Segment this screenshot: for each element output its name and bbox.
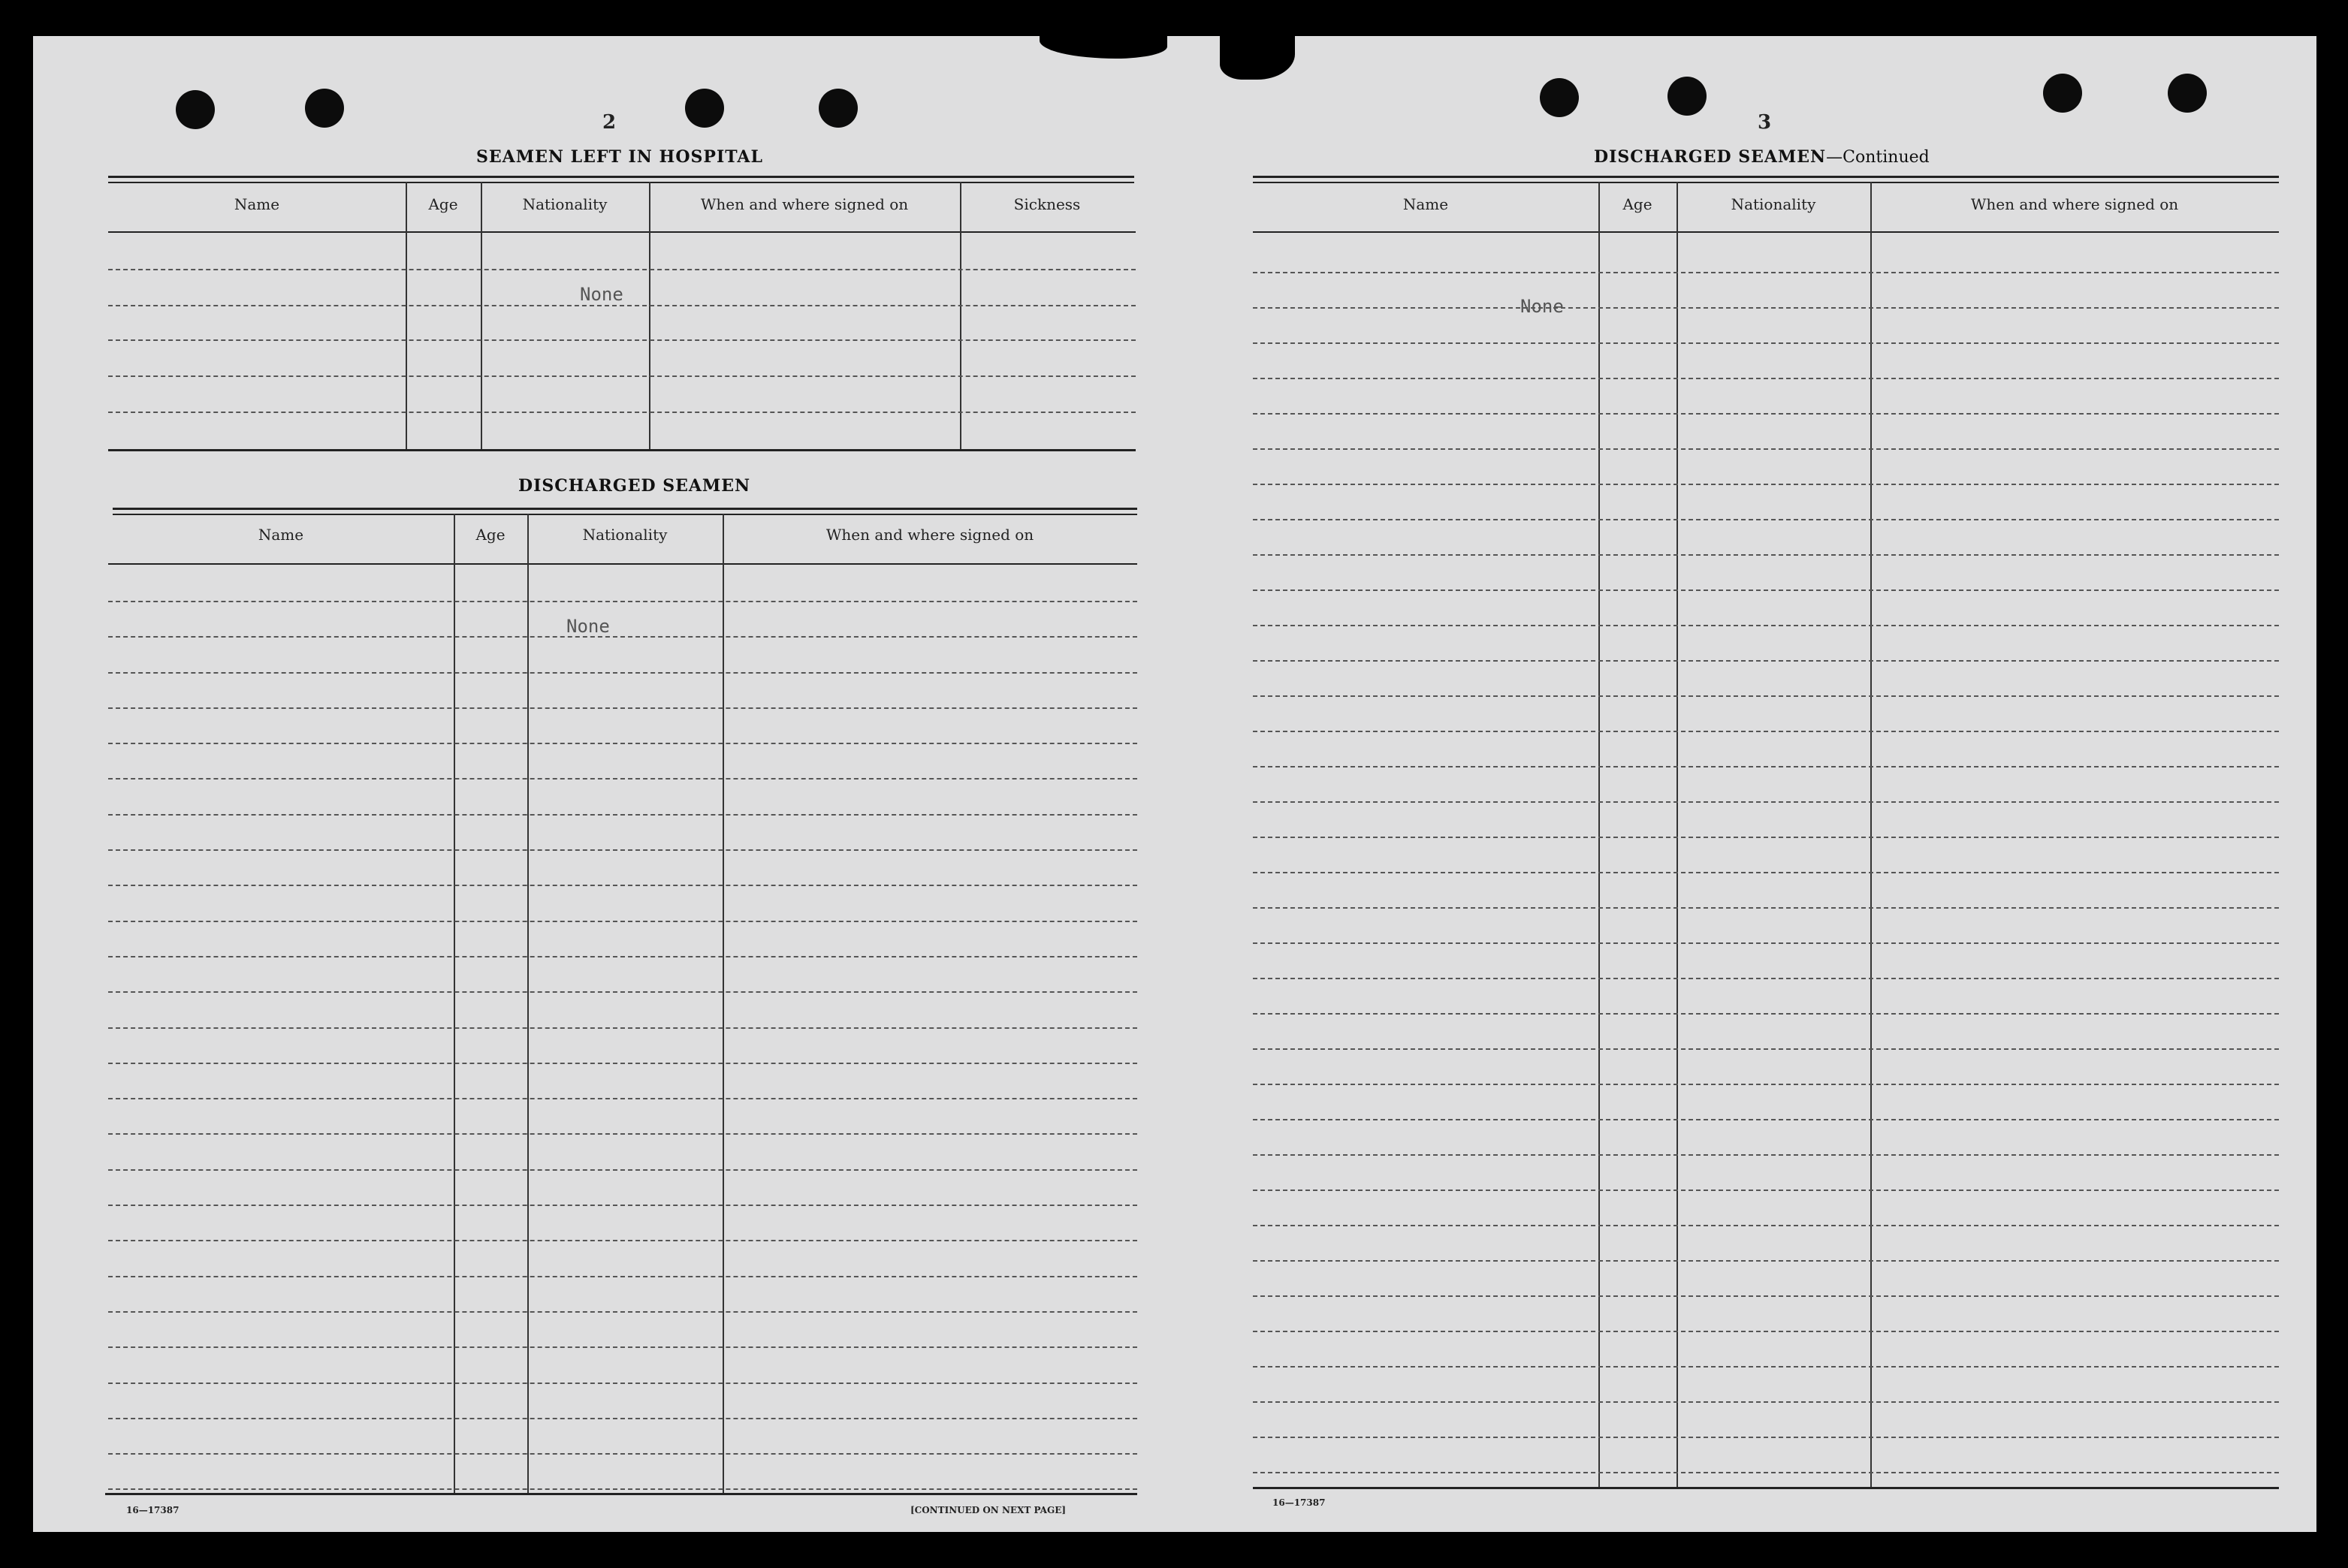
table-row — [108, 1240, 1137, 1241]
header-name: Name — [258, 526, 304, 544]
punch-hole — [1540, 78, 1579, 117]
punch-hole — [685, 89, 724, 128]
table-row — [108, 1311, 1137, 1313]
torn-edge — [1220, 29, 1295, 80]
punch-hole — [819, 89, 858, 128]
table-row — [108, 885, 1137, 886]
punch-hole — [2168, 74, 2207, 113]
table-row — [1253, 907, 2279, 909]
table-row — [108, 305, 1136, 306]
table-row — [1253, 1260, 2279, 1262]
table-top-rule — [1253, 182, 2279, 183]
table-bottom-rule — [105, 1493, 1137, 1495]
table-row — [108, 778, 1137, 779]
table-row — [1253, 1472, 2279, 1473]
table-row — [1253, 625, 2279, 626]
header-name: Name — [1402, 195, 1449, 213]
table-row — [1253, 378, 2279, 379]
table-row — [108, 1276, 1137, 1277]
torn-edge — [1040, 29, 1167, 59]
table-row — [1253, 342, 2279, 344]
table-row — [108, 375, 1136, 377]
table-row — [1253, 1154, 2279, 1156]
header-rule — [1253, 231, 2279, 233]
table-row — [108, 1063, 1137, 1064]
table-top-rule — [108, 176, 1134, 178]
column-divider — [960, 182, 961, 451]
table-row — [108, 956, 1137, 957]
left-page-number: 2 — [602, 111, 617, 134]
table-row — [1253, 660, 2279, 662]
header-name: Name — [234, 195, 280, 213]
punch-hole — [176, 90, 215, 129]
table-row — [108, 1453, 1137, 1455]
table-row — [1253, 731, 2279, 732]
hospital-table-title: SEAMEN LEFT IN HOSPITAL — [476, 147, 763, 167]
document-sheet — [33, 36, 2316, 1532]
column-divider — [649, 182, 650, 451]
table-row — [108, 1133, 1137, 1135]
table-row — [1253, 1190, 2279, 1191]
table-row — [1253, 1366, 2279, 1367]
table-row — [108, 991, 1137, 993]
table-row — [1253, 1401, 2279, 1403]
table-row — [108, 269, 1136, 270]
table-row — [1253, 942, 2279, 944]
table-row — [1253, 766, 2279, 767]
table-row — [1253, 1295, 2279, 1297]
discharged-table-title: DISCHARGED SEAMEN — [518, 476, 751, 496]
header-nationality: Nationality — [582, 526, 668, 544]
table-bottom-rule — [108, 449, 1136, 451]
table-row — [108, 1205, 1137, 1206]
table-row — [108, 636, 1137, 638]
table-row — [1253, 872, 2279, 873]
table-row — [1253, 1437, 2279, 1438]
header-age: Age — [428, 195, 458, 213]
table-row — [108, 1418, 1137, 1419]
table-row — [108, 1027, 1137, 1029]
table-row — [1253, 307, 2279, 309]
header-age: Age — [475, 526, 506, 544]
typed-entry: None — [1520, 296, 1564, 317]
header-rule — [108, 231, 1136, 233]
table-row — [1253, 695, 2279, 697]
table-row — [108, 849, 1137, 851]
table-row — [1253, 1048, 2279, 1050]
table-row — [108, 921, 1137, 922]
table-row — [108, 1346, 1137, 1348]
table-row — [1253, 801, 2279, 803]
column-divider — [481, 182, 482, 451]
table-row — [1253, 448, 2279, 450]
form-number: 16—17387 — [1272, 1497, 1326, 1508]
table-row — [108, 339, 1136, 341]
table-row — [108, 743, 1137, 744]
header-signed-on: When and where signed on — [700, 195, 909, 213]
table-top-rule — [113, 508, 1137, 510]
table-row — [108, 412, 1136, 413]
table-row — [1253, 413, 2279, 415]
table-row — [1253, 590, 2279, 591]
typed-entry: None — [580, 284, 623, 305]
title-suffix: —Continued — [1826, 148, 1930, 167]
table-top-rule — [108, 182, 1134, 183]
header-nationality: Nationality — [522, 195, 608, 213]
punch-hole — [2043, 74, 2082, 113]
table-row — [1253, 1119, 2279, 1120]
table-row — [108, 814, 1137, 816]
table-row — [108, 672, 1137, 674]
table-row — [108, 1169, 1137, 1171]
typed-entry: None — [566, 616, 610, 637]
table-row — [108, 1383, 1137, 1384]
table-row — [1253, 1084, 2279, 1085]
table-row — [108, 1488, 1137, 1490]
form-number: 16—17387 — [126, 1505, 180, 1515]
header-age: Age — [1622, 195, 1652, 213]
table-row — [1253, 1331, 2279, 1332]
continued-note: [CONTINUED ON NEXT PAGE] — [910, 1505, 1067, 1515]
table-row — [108, 707, 1137, 709]
punch-hole — [305, 89, 344, 128]
table-row — [1253, 554, 2279, 556]
table-row — [1253, 272, 2279, 273]
table-row — [1253, 484, 2279, 485]
table-row — [1253, 837, 2279, 838]
table-top-rule — [1253, 176, 2279, 178]
table-bottom-rule — [1253, 1487, 2279, 1489]
header-signed-on: When and where signed on — [1970, 195, 2179, 213]
header-rule — [108, 563, 1137, 565]
column-divider — [406, 182, 407, 451]
table-row — [108, 1098, 1137, 1099]
table-row — [108, 601, 1137, 602]
header-signed-on: When and where signed on — [825, 526, 1034, 544]
table-row — [1253, 1225, 2279, 1226]
punch-hole — [1667, 77, 1707, 116]
right-page-number: 3 — [1758, 111, 1772, 134]
continued-table-title — [1594, 147, 1930, 167]
table-top-rule — [113, 514, 1137, 515]
table-row — [1253, 519, 2279, 520]
table-row — [1253, 978, 2279, 979]
header-nationality: Nationality — [1731, 195, 1816, 213]
header-sickness: Sickness — [1013, 195, 1081, 213]
table-row — [1253, 1013, 2279, 1015]
title-main: DISCHARGED SEAMEN — [1594, 147, 1827, 167]
